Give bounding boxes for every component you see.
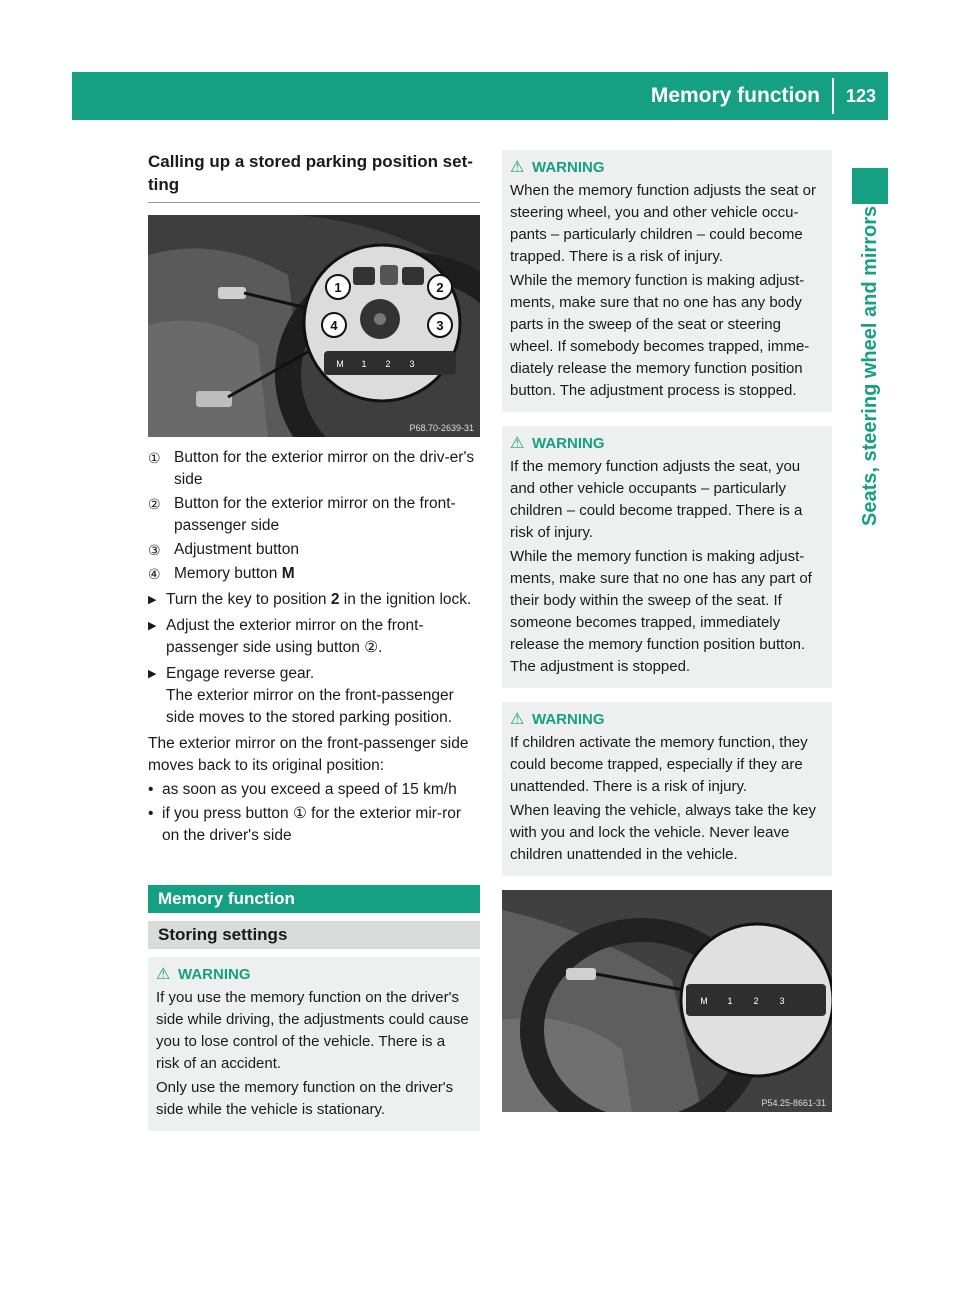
step-result-text: The exterior mirror on the front-passenger side moves to the stored parking position. [166, 687, 454, 726]
svg-text:3: 3 [436, 318, 444, 333]
warning-title [510, 158, 824, 178]
memory-button-3: 3 [779, 996, 785, 1006]
memory-button-1: 1 [361, 359, 367, 369]
warning-paragraph: Only use the memory function on the driver's side while the vehicle is stationary. [156, 1079, 454, 1118]
instruction-step [148, 615, 480, 659]
svg-text:1: 1 [334, 280, 342, 295]
door-panel-illustration [148, 215, 480, 437]
body-paragraph: The exterior mirror on the front-passenger side moves back to its original position: [148, 735, 469, 774]
step-text-part: Adjust the exterior mirror on the front-passenger side using button [166, 617, 424, 656]
bullet-text: as soon as you exceed a speed of 15 km/h [162, 781, 457, 798]
legend-number: ③ [148, 542, 161, 558]
legend-item [148, 493, 480, 537]
warning-triangle-icon: ⚠ [510, 711, 525, 728]
bullet-item [148, 803, 480, 847]
svg-text:2: 2 [436, 280, 444, 295]
warning-title [510, 434, 824, 454]
step-text-part: Turn the key to position [166, 591, 331, 608]
warning-box [148, 957, 480, 1131]
warning-triangle-icon: ⚠ [510, 159, 525, 176]
legend-list [148, 447, 480, 585]
legend-bold-m: M [281, 565, 295, 582]
warning-paragraph: If you use the memory function on the driver's side while driving, the adjustments could cause you to lose control of the vehicle. There is a risk of an accident. [156, 989, 469, 1072]
warning-title-text: WARNING [532, 435, 605, 452]
chapter-title: Memory function [650, 84, 820, 107]
memory-button-2: 2 [753, 996, 759, 1006]
step-text-part: in the ignition lock. [339, 591, 472, 608]
warning-title [510, 710, 824, 730]
warning-box [502, 426, 832, 688]
bullet-text-part: for the exterior mir-ror on the driver's side [162, 805, 462, 844]
warning-title [156, 965, 472, 985]
bullet-item [148, 779, 480, 801]
warning-box [502, 702, 832, 876]
memory-button-m: M [700, 996, 708, 1006]
step-text-part: Engage reverse gear. [166, 665, 315, 682]
image-reference-code: P68.70-2639-31 [409, 423, 474, 433]
bullet-icon: • [148, 781, 154, 798]
warning-paragraph: If children activate the memory function, they could become trapped, especially if they are unattended. There is a risk of injury. [510, 734, 808, 795]
legend-item [148, 563, 480, 585]
image-reference-code: P54.25-8661-31 [761, 1098, 826, 1108]
page-header-bar [72, 72, 888, 120]
legend-number: ② [148, 496, 161, 512]
warning-paragraph: If the memory function adjusts the seat, you and other vehicle occupants – particularly children – could become trapped. There is a risk of injury. [510, 458, 803, 541]
svg-text:4: 4 [330, 318, 338, 333]
instruction-step [148, 589, 480, 611]
warning-paragraph: When leaving the vehicle, always take the key with you and lock the vehicle. Never leave children unattended in the vehicle. [510, 802, 816, 863]
side-tab-marker [852, 168, 888, 204]
warning-paragraph: While the memory function is making adjust-ments, make sure that no one has any part of their body within the sweep of the seat. If someone becomes trapped, immediately release the memory function position button. The adjustment is stopped. [510, 548, 812, 675]
legend-text [174, 563, 295, 585]
warning-title-text: WARNING [532, 159, 605, 176]
left-column [148, 150, 480, 1131]
memory-buttons-photo [502, 890, 832, 1112]
warning-box [502, 150, 832, 412]
page-number: 123 [845, 86, 877, 106]
step-text-part: . [378, 639, 383, 656]
step-text [166, 663, 480, 729]
legend-text: Button for the exterior mirror on the driv-er's side [174, 449, 475, 488]
mirror-buttons-photo [148, 215, 480, 437]
door-panel-memory-illustration [502, 890, 832, 1112]
subsection-heading-storing-settings: Storing settings [148, 921, 480, 949]
bullet-text-part: if you press button [162, 805, 293, 822]
step-text [166, 589, 471, 611]
warning-triangle-icon: ⚠ [510, 435, 525, 452]
warning-triangle-icon: ⚠ [156, 966, 171, 983]
warning-title-text: WARNING [178, 966, 251, 983]
legend-number: ① [148, 450, 161, 466]
bullet-icon: • [148, 805, 154, 822]
bullet-number: ① [292, 805, 307, 822]
memory-button-2: 2 [385, 359, 391, 369]
memory-button-m: M [336, 359, 344, 369]
step-bold: 2 [330, 591, 340, 608]
legend-text: Button for the exterior mirror on the front-passenger side [174, 495, 456, 534]
step-text [166, 615, 480, 659]
legend-item [148, 447, 480, 491]
warning-paragraph: When the memory function adjusts the seat or steering wheel, you and other vehicle occu-pants – particularly children – could become trapped. There is a risk of injury. [510, 182, 816, 265]
instruction-step [148, 663, 480, 729]
step-arrow-icon: ▶ [148, 620, 157, 632]
side-tab-label: Seats, steering wheel and mirrors [859, 205, 881, 526]
legend-text: Adjustment button [174, 541, 299, 558]
warning-paragraph: While the memory function is making adjust-ments, make sure that no one has any body parts in the sweep of the seat or steering wheel. If somebody becomes trapped, imme-diately release the memory function position button. The adjustment process is stopped. [510, 272, 810, 399]
legend-text-part: Memory button [174, 565, 282, 582]
parking-position-heading: Calling up a stored parking position set-ting [148, 150, 480, 203]
step-arrow-icon: ▶ [148, 594, 157, 606]
memory-button-3: 3 [409, 359, 415, 369]
legend-item [148, 539, 480, 561]
step-number: ② [364, 639, 379, 656]
legend-number: ④ [148, 566, 161, 582]
right-column [502, 150, 832, 1112]
warning-title-text: WARNING [532, 711, 605, 728]
step-arrow-icon: ▶ [148, 668, 157, 680]
bullet-text [162, 803, 480, 847]
section-heading-memory-function: Memory function [148, 885, 480, 913]
memory-button-1: 1 [727, 996, 733, 1006]
